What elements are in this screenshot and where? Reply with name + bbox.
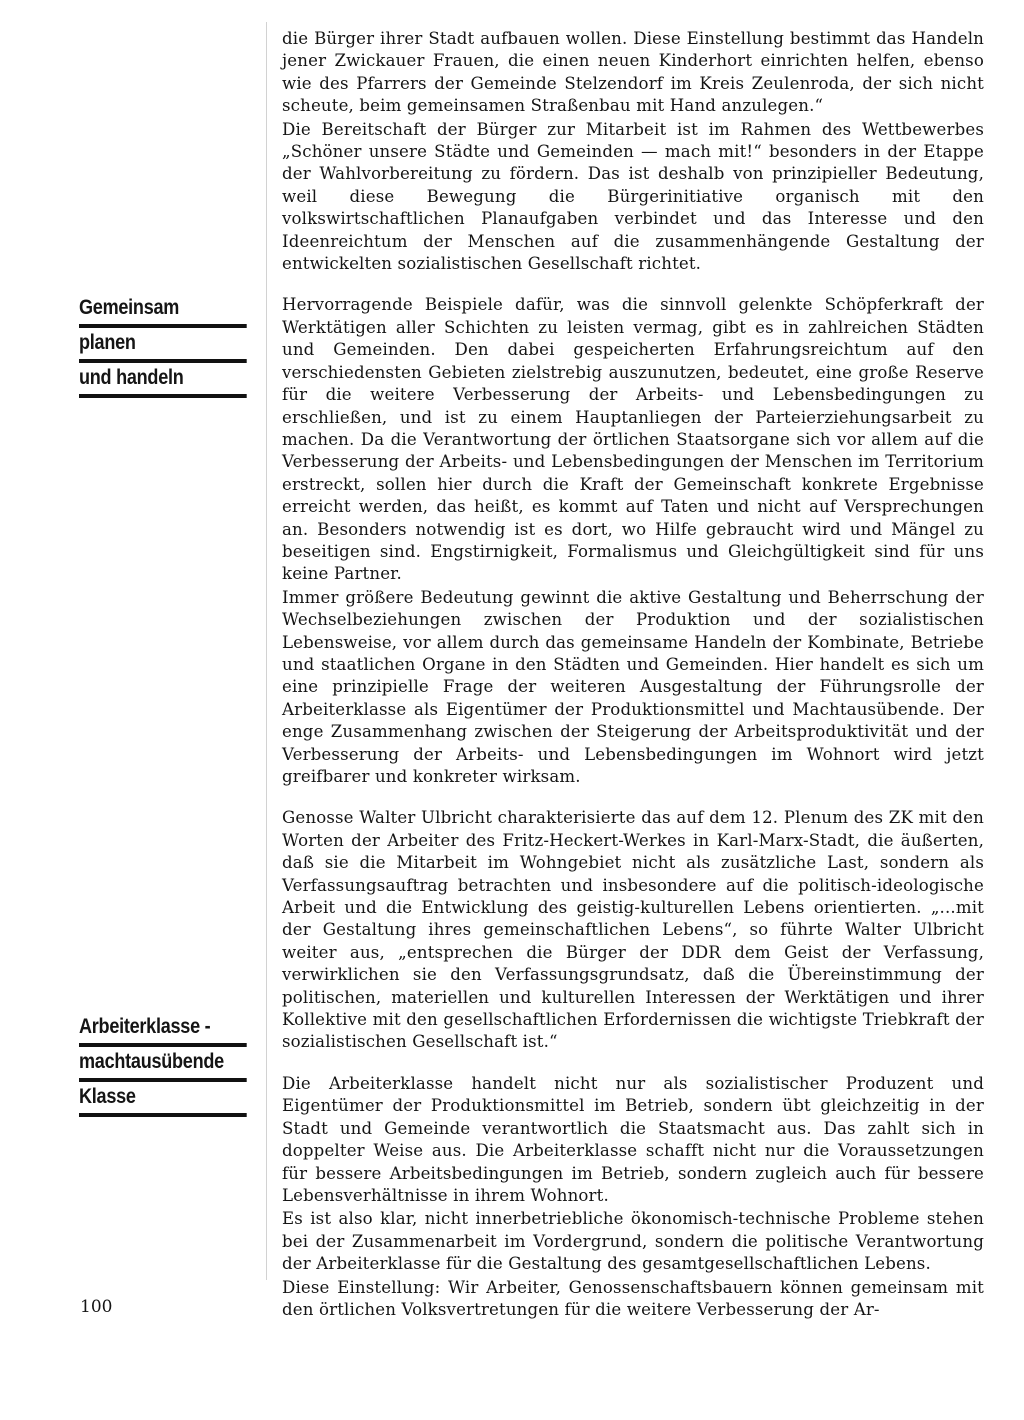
paragraph: Die Arbeiterklasse handelt nicht nur als sozialistischer Produzent und Eigentümer der Produktionsmittel im Betrieb, sondern übt gleichzeitig in der Stadt und Gemeinde verantwortlich die Staatsmacht aus. Das zahlt sich in doppelter Weise aus. Die Arbeiterklasse schafft nicht nur die Voraussetzungen für bessere Arbeitsbedingungen im Betrieb, sondern zugleich auch für bessere Lebensverhältnisse in ihrem Wohnort. — [282, 1073, 984, 1205]
paragraph: Immer größere Bedeutung gewinnt die aktive Gestaltung und Beherrschung der Wechselbeziehungen zwischen der Produktion und der sozialistischen Lebensweise, vor allem durch das gemeinsame Handeln der Kombinate, Betriebe und staatlichen Organe in den Städten und Gemeinden. Hier handelt es sich um eine prinzipielle Frage der weiteren Ausgestaltung der Führungsrolle der Arbeiterklasse als Eigentümer der Produktionsmittel und Machtausübende. Der enge Zusammenhang zwischen der Steigerung der Arbeitsproduktivität und der Verbesserung der Arbeits- und Lebensbedingungen im Wohnort wird jetzt greifbarer und konkreter wirksam. — [282, 587, 984, 786]
margin-heading-line: Klasse — [79, 1085, 247, 1117]
page-number: 100 — [80, 1297, 113, 1317]
paragraph: Genosse Walter Ulbricht charakterisierte das auf dem 12. Plenum des ZK mit den Worten der Arbeiter des Fritz-Heckert-Werkes in Karl-Marx-Stadt, die äußerten, daß sie die Mitarbeit im Wohngebiet nicht als zusätzliche Last, sondern als Verfassungsauftrag betrachten und insbesondere auf die politisch-ideologische Arbeit und die Entwicklung des geistig-kulturellen Lebens orientierten. „...mit der Gestaltung ihres gemeinschaftlichen Lebens“, so führte Walter Ulbricht weiter aus, „entsprechen die Bürger der DDR dem Geist der Verfassung, verwirklichen sie den Verfassungsgrundsatz, daß die Übereinstimmung der politischen, materiellen und kulturellen Interessen der Werktätigen und ihrer Kollektive mit den gesellschaftlichen Erfordernissen die wichtigste Triebkraft der sozialistischen Gesellschaft ist.“ — [282, 808, 984, 1052]
margin-heading-line: und handeln — [79, 366, 247, 398]
margin-heading-line: Gemeinsam — [79, 296, 247, 328]
paragraph: Es ist also klar, nicht innerbetriebliche ökonomisch-technische Probleme stehen bei der Zusammenarbeit im Vordergrund, sondern die politische Verantwortung der Arbeiterklasse für die Gestaltung des gesamtgesellschaftlichen Lebens. — [282, 1209, 984, 1274]
body-text — [282, 28, 984, 1321]
margin-heading-gemeinsam-planen — [79, 296, 247, 401]
paragraph: Hervorragende Beispiele dafür, was die sinnvoll gelenkte Schöpferkraft der Werktätigen aller Schichten zu leisten vermag, gibt es in zahlreichen Städten und Gemeinden. Den dabei gespeicherten Erfahrungsreichtum auf den verschiedensten Gebieten zielstrebig auszunutzen, bedeutet, eine große Reserve für die weitere Verbesserung der Arbeits- und Lebensbedingungen zu erschließen, und ist zu einem Hauptanliegen der Parteierziehungsarbeit zu machen. Da die Verantwortung der örtlichen Staatsorgane sich vor allem auf die Verbesserung der Arbeits- und Lebensbedingungen der Menschen im Territorium erstreckt, sollen hier durch die Kraft der Gemeinschaft konkrete Ergebnisse erreicht werden, das heißt, es kommt auf Taten und nicht auf Versprechungen an. Besonders notwendig ist es dort, wo Hilfe gebraucht wird und Mängel zu beseitigen sind. Engstirnigkeit, Formalismus und Gleichgültigkeit sind für uns keine Partner. — [282, 295, 984, 584]
margin-heading-arbeiterklasse — [79, 1015, 247, 1120]
margin-heading-line: Arbeiterklasse - — [79, 1015, 247, 1047]
paragraph: Die Bereitschaft der Bürger zur Mitarbeit ist im Rahmen des Wettbewerbes „Schöner unsere Städte und Gemeinden — mach mit!“ besonders in der Etappe der Wahlvorbereitung zu fördern. Das ist deshalb von prinzipieller Bedeutung, weil diese Bewegung die Bürgerinitiative organisch mit den volkswirtschaftlichen Planaufgaben verbindet und das Interesse und den Ideenreichtum der Menschen auf die zusammenhängende Gestaltung der entwickelten sozialistischen Gesellschaft richtet. — [282, 119, 984, 274]
margin-heading-line: planen — [79, 331, 247, 363]
column-divider — [266, 22, 267, 1280]
margin-heading-line: machtausübende — [79, 1050, 247, 1082]
paragraph: Diese Einstellung: Wir Arbeiter, Genossenschaftsbauern können gemeinsam mit den örtlichen Volksvertretungen für die weitere Verbesserung der Ar- — [282, 1277, 984, 1319]
paragraph: die Bürger ihrer Stadt aufbauen wollen. Diese Einstellung bestimmt das Handeln jener Zwickauer Frauen, die einen neuen Kinderhort einrichten helfen, ebenso wie des Pfarrers der Gemeinde Stelzendorf im Kreis Zeulenroda, der sich nicht scheute, beim gemeinsamen Straßenbau mit Hand anzulegen.“ — [282, 29, 984, 116]
